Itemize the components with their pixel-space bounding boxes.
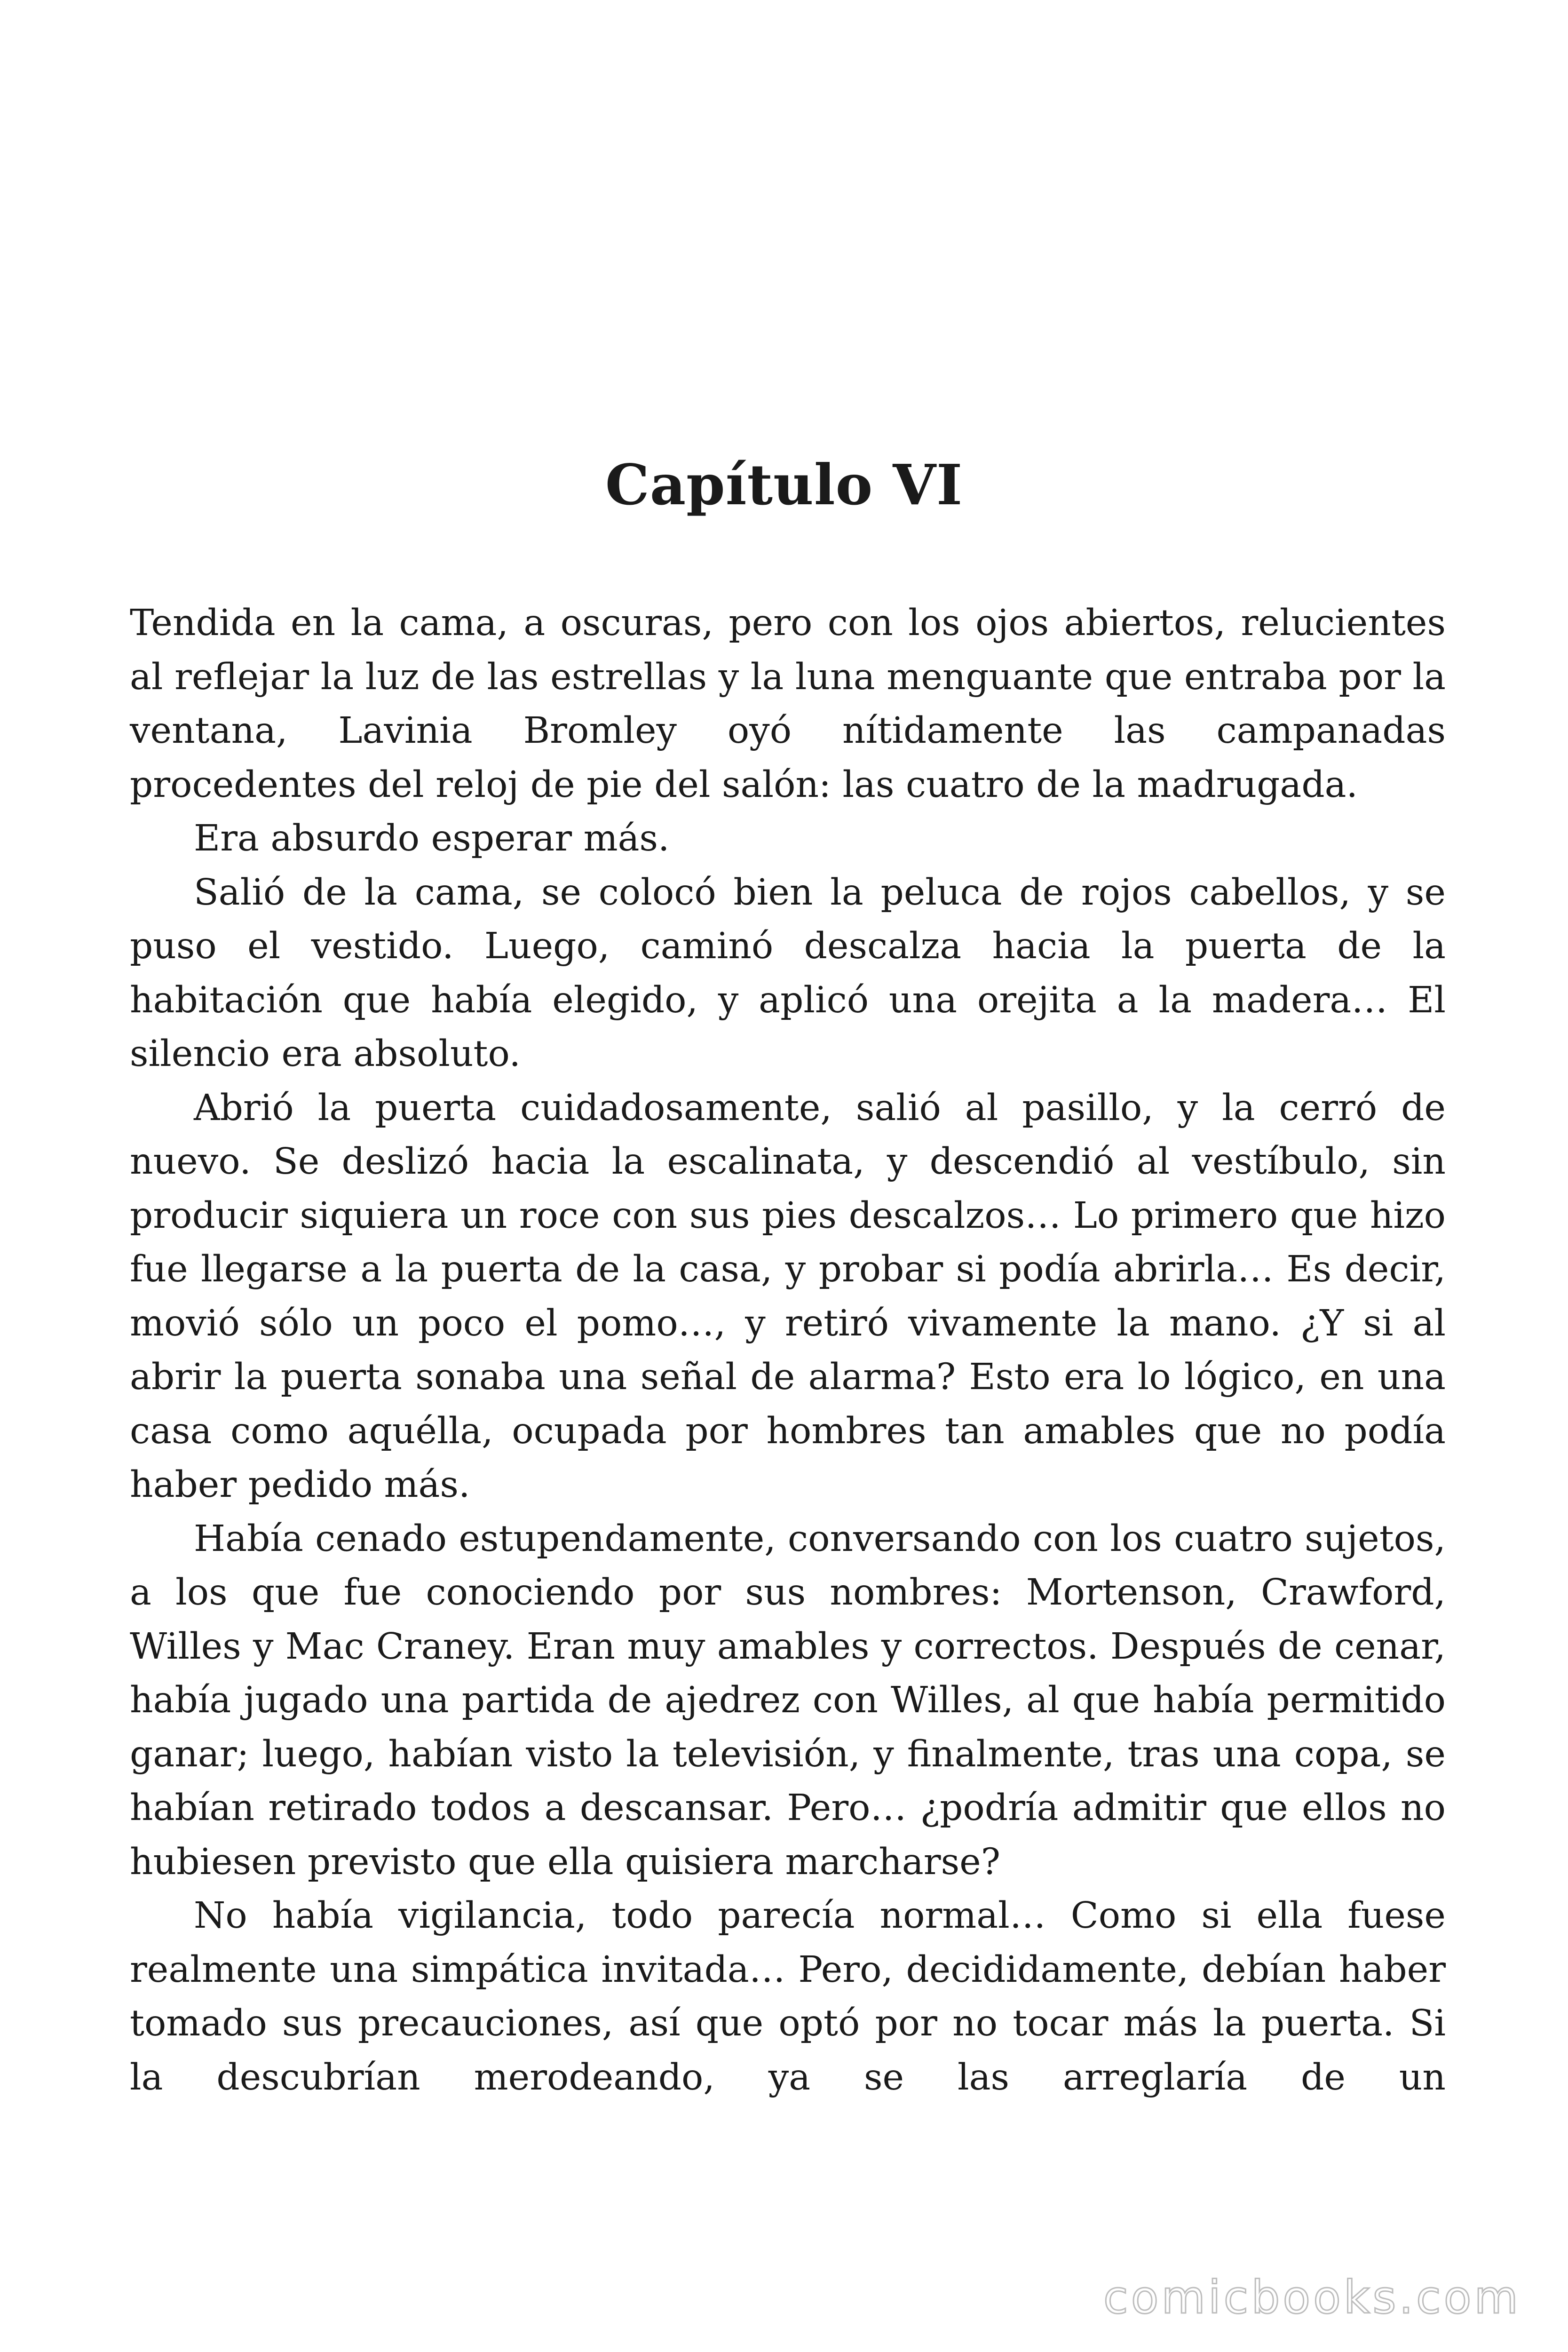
- paragraph: Abrió la puerta cuidadosamente, salió al pasillo, y la cerró de nuevo. Se deslizó hacia la escalinata, y descendió al vestíbulo, sin producir siquiera un roce con sus pies descalzos… Lo primero que hizo fue llegarse a la puerta de la casa, y probar si podía abrirla… Es decir, movió sólo un poco el pomo…, y retiró vivamente la mano. ¿Y si al abrir la puerta sonaba una señal de alarma? Esto era lo lógico, en una casa como aquélla, ocupada por hombres tan amables que no podía haber pedido más.: [130, 1087, 1446, 1506]
- paragraph: Era absurdo esperar más.: [194, 818, 670, 859]
- chapter-title: Capítulo VI: [605, 452, 963, 517]
- paragraph: No había vigilancia, todo parecía normal… Como si ella fuese realmente una simpática invitada… Pero, decididamente, debían haber tomado sus precauciones, así que optó por no tocar más la puerta. Si la descubrían merodeando, ya se las arreglaría de un: [130, 1895, 1446, 2098]
- chapter-body: [130, 596, 1446, 2105]
- paragraph: Había cenado estupendamente, conversando con los cuatro sujetos, a los que fue conociendo por sus nombres: Mortenson, Crawford, Willes y Mac Craney. Eran muy amables y correctos. Después de cenar, había jugado una partida de ajedrez con Willes, al que había permitido ganar; luego, habían visto la televisión, y finalmente, tras una copa, se habían retirado todos a descansar. Pero… ¿podría admitir que ellos no hubiesen previsto que ella quisiera marcharse?: [130, 1518, 1446, 1883]
- paragraph: Salió de la cama, se colocó bien la peluca de rojos cabellos, y se puso el vestido. Luego, caminó descalza hacia la puerta de la habitación que había elegido, y aplicó una orejita a la madera… El silencio era absoluto.: [130, 871, 1446, 1075]
- paragraph: Tendida en la cama, a oscuras, pero con los ojos abiertos, relucientes al reflejar la luz de las estrellas y la luna menguante que entraba por la ventana, Lavinia Bromley oyó nítidamente las campanadas procedentes del reloj de pie del salón: las cuatro de la madrugada.: [130, 602, 1446, 806]
- watermark-logo: comicbooks.com: [1103, 2271, 1521, 2324]
